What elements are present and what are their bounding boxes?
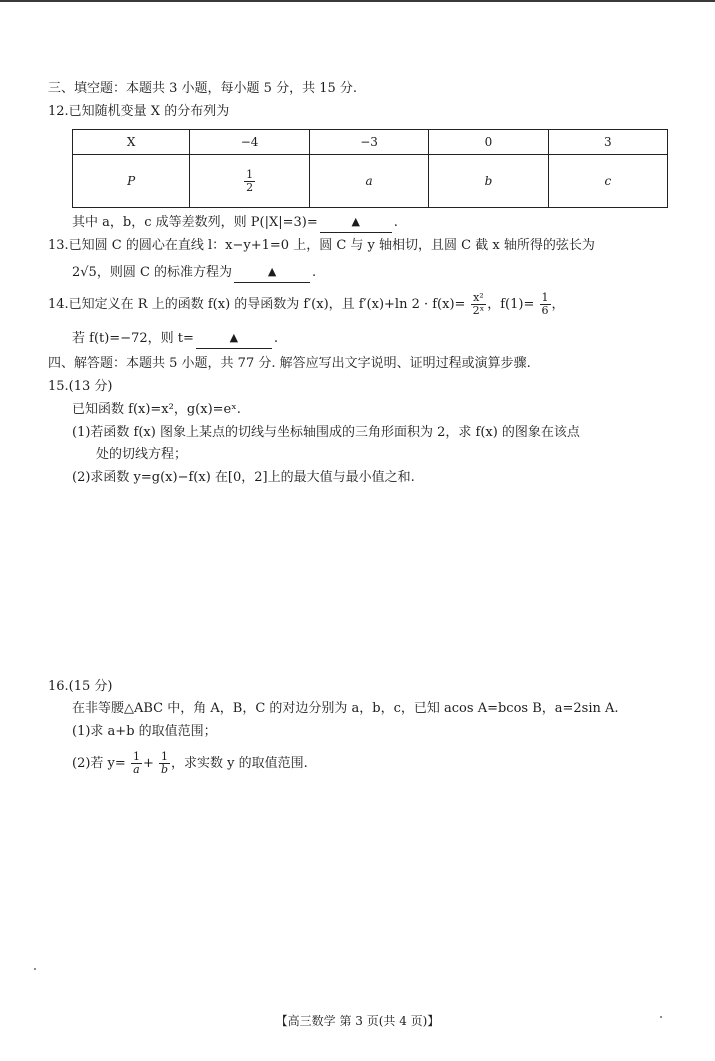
page-footer: 【高三数学 第 3 页(共 4 页)】 bbox=[275, 1014, 440, 1028]
q14-line2-text: 若 f(t)=−72，则 t= bbox=[72, 331, 194, 346]
answer-blank bbox=[234, 264, 310, 283]
q12-tail bbox=[72, 214, 398, 233]
fraction-denominator: 6 bbox=[541, 304, 549, 317]
q14-line2-end: . bbox=[273, 331, 279, 346]
q14-text: ，f(1)= bbox=[487, 297, 535, 312]
q15-part2: (2)求函数 y=g(x)−f(x) 在[0，2]上的最大值与最小值之和. bbox=[72, 470, 415, 485]
table-cell: 3 bbox=[548, 130, 667, 155]
triangle-mark-icon: ▲ bbox=[229, 331, 239, 344]
q16-given: 在非等腰△ABC 中，角 A，B，C 的对边分别为 a，b，c，已知 acos A=bcos B，a=2sin A. bbox=[72, 701, 619, 716]
fraction-denominator bbox=[131, 764, 142, 776]
table-cell: −3 bbox=[309, 130, 428, 155]
page-top-edge bbox=[0, 0, 715, 2]
fraction-one-sixth bbox=[540, 292, 551, 317]
fraction-numerator: 1 bbox=[161, 750, 168, 763]
q14-line1 bbox=[48, 292, 565, 317]
table-cell: 0 bbox=[429, 130, 548, 155]
fraction-denominator: 2 bbox=[246, 180, 254, 194]
fraction-denominator-text: a bbox=[133, 763, 140, 776]
q13-line1: 13.已知圆 C 的圆心在直线 l：x−y+1=0 上，圆 C 与 y 轴相切，且圆 C 截 x 轴所得的弦长为 bbox=[48, 238, 595, 253]
q13-line2 bbox=[72, 264, 316, 283]
q12-tail-end: . bbox=[393, 215, 398, 230]
scan-speck bbox=[34, 968, 36, 970]
table-row bbox=[73, 130, 668, 155]
q15-part1-line1: (1)若函数 f(x) 图象上某点的切线与坐标轴围成的三角形面积为 2，求 f(x) 的图象在该点 bbox=[72, 425, 580, 440]
table-cell bbox=[309, 155, 428, 208]
fraction-one-over-a bbox=[131, 751, 142, 776]
q16-part1: (1)求 a+b 的取值范围； bbox=[72, 724, 217, 739]
table-row bbox=[73, 155, 668, 208]
q13-line2-end: . bbox=[312, 265, 317, 280]
q16-part2-text: ，求实数 y 的取值范围. bbox=[171, 756, 308, 771]
table-cell: −4 bbox=[190, 130, 309, 155]
q14-text: ， bbox=[551, 297, 565, 312]
table-cell bbox=[190, 155, 309, 208]
scan-speck bbox=[660, 1016, 662, 1018]
table-cell: X bbox=[73, 130, 190, 155]
table-cell bbox=[548, 155, 667, 208]
q16-number: 16.(15 分) bbox=[48, 679, 113, 694]
q12-distribution-table bbox=[72, 129, 668, 208]
q15-number: 15.(13 分) bbox=[48, 379, 113, 394]
section4-heading: 四、解答题：本题共 5 小题，共 77 分. 解答应写出文字说明、证明过程或演算步骤. bbox=[48, 356, 531, 371]
table-cell-text: P bbox=[127, 174, 136, 188]
fraction-denominator: 2ˣ bbox=[472, 304, 485, 317]
table-cell-text: c bbox=[604, 174, 612, 188]
fraction-one-half bbox=[244, 169, 255, 194]
section3-heading: 三、填空题：本题共 3 小题，每小题 5 分，共 15 分. bbox=[48, 81, 358, 96]
triangle-mark-icon: ▲ bbox=[267, 265, 277, 278]
q13-line2-text: 2√5，则圆 C 的标准方程为 bbox=[72, 265, 233, 280]
table-cell-text: a bbox=[365, 174, 373, 188]
answer-blank bbox=[320, 214, 392, 233]
q14-line2 bbox=[72, 330, 278, 349]
q16-part2 bbox=[72, 751, 308, 776]
table-cell-text: b bbox=[484, 174, 493, 188]
q15-given: 已知函数 f(x)=x²，g(x)=eˣ. bbox=[72, 402, 241, 417]
q16-part2-text: (2)若 y= bbox=[72, 756, 126, 771]
table-cell bbox=[429, 155, 548, 208]
fraction-one-over-b bbox=[159, 751, 170, 776]
triangle-mark-icon: ▲ bbox=[351, 215, 360, 228]
q14-text: 14.已知定义在 R 上的函数 f(x) 的导函数为 f′(x)，且 f′(x)+ln 2 · f(x)= bbox=[48, 297, 466, 312]
fraction-numerator: x² bbox=[473, 291, 484, 304]
answer-blank bbox=[196, 330, 272, 349]
fraction-numerator: 1 bbox=[246, 167, 254, 181]
q15-part1-line2: 处的切线方程； bbox=[96, 447, 188, 462]
fraction-denominator-text: b bbox=[160, 763, 169, 776]
fraction-denominator bbox=[159, 764, 170, 776]
table-cell bbox=[73, 155, 190, 208]
plus-sign: + bbox=[142, 756, 154, 771]
q12-stem: 12.已知随机变量 X 的分布列为 bbox=[48, 104, 230, 119]
fraction-numerator: 1 bbox=[132, 750, 140, 763]
q12-tail-text: 其中 a，b，c 成等差数列，则 P(|X|=3)= bbox=[72, 215, 318, 230]
fraction-numerator: 1 bbox=[541, 291, 549, 304]
fraction-x2-over-2x bbox=[471, 292, 487, 317]
